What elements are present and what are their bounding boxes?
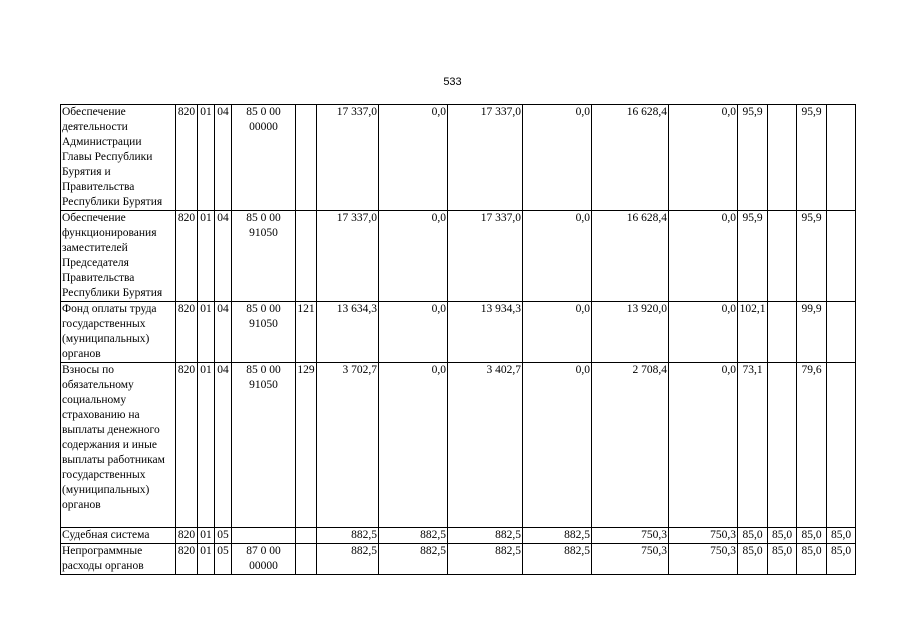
percent-cell: 95,9 xyxy=(738,105,768,211)
percent-cell: 85,0 xyxy=(797,528,827,544)
subsection-code: 04 xyxy=(215,363,232,528)
value-cell: 17 337,0 xyxy=(317,105,379,211)
value-cell: 882,5 xyxy=(448,544,523,575)
percent-cell xyxy=(768,363,797,528)
table-row xyxy=(61,302,856,363)
section-code: 01 xyxy=(198,211,215,302)
row-name: Обеспечение деятельности Администрации Главы Республики Бурятия и Правительства Республики Бурятия xyxy=(61,105,176,211)
percent-cell: 99,9 xyxy=(797,302,827,363)
percent-cell xyxy=(768,211,797,302)
row-name: Фонд оплаты труда государственных (муниципальных) органов xyxy=(61,302,176,363)
page-number: 533 xyxy=(443,76,462,88)
value-cell: 0,0 xyxy=(523,211,592,302)
value-cell: 0,0 xyxy=(379,211,448,302)
value-cell: 0,0 xyxy=(523,105,592,211)
value-cell: 16 628,4 xyxy=(592,105,669,211)
section-code: 01 xyxy=(198,363,215,528)
percent-cell: 85,0 xyxy=(827,528,856,544)
value-cell: 13 920,0 xyxy=(592,302,669,363)
value-cell: 882,5 xyxy=(379,528,448,544)
value-cell: 17 337,0 xyxy=(317,211,379,302)
value-cell: 750,3 xyxy=(592,528,669,544)
percent-cell: 85,0 xyxy=(768,544,797,575)
value-cell: 750,3 xyxy=(669,544,738,575)
percent-cell: 85,0 xyxy=(797,544,827,575)
target-article-code: 85 0 00 91050 xyxy=(232,302,296,363)
percent-cell: 85,0 xyxy=(738,528,768,544)
target-article-code: 85 0 00 91050 xyxy=(232,363,296,528)
admin-code: 820 xyxy=(176,363,198,528)
value-cell: 0,0 xyxy=(669,211,738,302)
value-cell: 882,5 xyxy=(523,544,592,575)
subsection-code: 04 xyxy=(215,302,232,363)
row-name: Взносы по обязательному социальному страхованию на выплаты денежного содержания и иные выплаты работникам государственных (муниципальных) органов xyxy=(61,363,176,528)
expense-type-code: 129 xyxy=(296,363,317,528)
value-cell: 750,3 xyxy=(592,544,669,575)
expense-type-code xyxy=(296,211,317,302)
value-cell: 0,0 xyxy=(669,363,738,528)
value-cell: 0,0 xyxy=(379,105,448,211)
value-cell: 0,0 xyxy=(379,302,448,363)
admin-code: 820 xyxy=(176,544,198,575)
value-cell: 882,5 xyxy=(448,528,523,544)
target-article-code xyxy=(232,528,296,544)
section-code: 01 xyxy=(198,528,215,544)
subsection-code: 05 xyxy=(215,528,232,544)
value-cell: 13 634,3 xyxy=(317,302,379,363)
value-cell: 17 337,0 xyxy=(448,105,523,211)
percent-cell: 102,1 xyxy=(738,302,768,363)
subsection-code: 04 xyxy=(215,211,232,302)
percent-cell: 85,0 xyxy=(738,544,768,575)
percent-cell xyxy=(827,302,856,363)
value-cell: 2 708,4 xyxy=(592,363,669,528)
section-code: 01 xyxy=(198,302,215,363)
row-name: Обеспечение функционирования заместителей Председателя Правительства Республики Бурятия xyxy=(61,211,176,302)
percent-cell: 85,0 xyxy=(768,528,797,544)
subsection-code: 04 xyxy=(215,105,232,211)
admin-code: 820 xyxy=(176,211,198,302)
percent-cell: 95,9 xyxy=(797,211,827,302)
value-cell: 882,5 xyxy=(379,544,448,575)
table-row xyxy=(61,544,856,575)
percent-cell: 95,9 xyxy=(797,105,827,211)
value-cell: 0,0 xyxy=(379,363,448,528)
percent-cell: 95,9 xyxy=(738,211,768,302)
admin-code: 820 xyxy=(176,302,198,363)
value-cell: 750,3 xyxy=(669,528,738,544)
expense-type-code xyxy=(296,544,317,575)
percent-cell: 79,6 xyxy=(797,363,827,528)
section-code: 01 xyxy=(198,105,215,211)
value-cell: 13 934,3 xyxy=(448,302,523,363)
expense-type-code xyxy=(296,528,317,544)
target-article-code: 85 0 00 91050 xyxy=(232,211,296,302)
subsection-code: 05 xyxy=(215,544,232,575)
percent-cell: 85,0 xyxy=(827,544,856,575)
value-cell: 0,0 xyxy=(523,302,592,363)
percent-cell xyxy=(827,211,856,302)
table-row xyxy=(61,211,856,302)
value-cell: 0,0 xyxy=(669,302,738,363)
row-name: Судебная система xyxy=(61,528,176,544)
value-cell: 16 628,4 xyxy=(592,211,669,302)
target-article-code: 85 0 00 00000 xyxy=(232,105,296,211)
value-cell: 882,5 xyxy=(523,528,592,544)
row-name: Непрограммные расходы органов xyxy=(61,544,176,575)
target-article-code: 87 0 00 00000 xyxy=(232,544,296,575)
table-row xyxy=(61,528,856,544)
table-row xyxy=(61,105,856,211)
value-cell: 17 337,0 xyxy=(448,211,523,302)
section-code: 01 xyxy=(198,544,215,575)
value-cell: 0,0 xyxy=(523,363,592,528)
percent-cell xyxy=(768,302,797,363)
percent-cell xyxy=(768,105,797,211)
value-cell: 882,5 xyxy=(317,544,379,575)
admin-code: 820 xyxy=(176,528,198,544)
percent-cell xyxy=(827,363,856,528)
value-cell: 3 402,7 xyxy=(448,363,523,528)
percent-cell xyxy=(827,105,856,211)
percent-cell: 73,1 xyxy=(738,363,768,528)
table-row xyxy=(61,363,856,528)
value-cell: 0,0 xyxy=(669,105,738,211)
admin-code: 820 xyxy=(176,105,198,211)
value-cell: 882,5 xyxy=(317,528,379,544)
expense-type-code: 121 xyxy=(296,302,317,363)
value-cell: 3 702,7 xyxy=(317,363,379,528)
budget-table xyxy=(60,104,856,575)
expense-type-code xyxy=(296,105,317,211)
